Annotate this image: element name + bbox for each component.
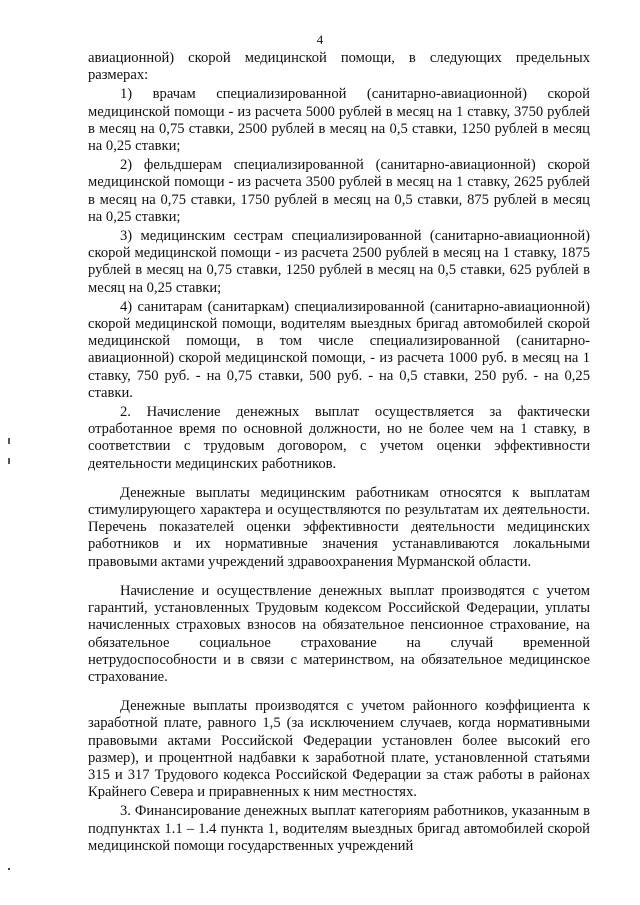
document-body	[88, 50, 590, 857]
binding-hole-mark	[8, 458, 10, 464]
paragraph-section-3: 3. Финансирование денежных выплат категориям работников, указанным в подпунктах 1.1 – 1.4 пункта 1, водителям выездных бригад автомобилей скорой медицинской помощи государственных учреждений	[88, 803, 590, 854]
paragraph-section-2: 2. Начисление денежных выплат осуществляется за фактически отработанное время по основной должности, но не более чем на 1 ставку, в соответствии с трудовым договором, с учетом оценки эффективности деятельности медицинских работников.	[88, 404, 590, 472]
paragraph-item-2-paramedics: 2) фельдшерам специализированной (санитарно-авиационной) скорой медицинской помощи - из расчета 3500 рублей в месяц на 1 ставку, 2625 рублей в месяц на 0,75 ставки, 1750 рублей в месяц на 0,5 ставки, 875 рублей в месяц на 0,25 ставки;	[88, 157, 590, 225]
paragraph-item-1-doctors: 1) врачам специализированной (санитарно-авиационной) скорой медицинской помощи - из расчета 5000 рублей в месяц на 1 ставку, 3750 рублей в месяц на 0,75 ставки, 2500 рублей в месяц на 0,5 ставки, 1250 рублей в месяц на 0,25 ставки;	[88, 86, 590, 155]
paragraph-accrual-guarantees: Начисление и осуществление денежных выплат производятся с учетом гарантий, установленных Трудовым кодексом Российской Федерации, уплаты начисленных страховых взносов на обязательное пенсионное страхование, на обязательное социальное страхование на случай временной нетрудоспособности и в связи с материнством, на обязательное медицинское страхование.	[88, 582, 590, 685]
paragraph-incentive-payments: Денежные выплаты медицинским работникам относятся к выплатам стимулирующего характера и осуществляются по результатам их деятельности. Перечень показателей оценки эффективности деятельности медицинских работников и их нормативные значения устанавливаются локальными правовыми актами учреждений здравоохранения Мурманской области.	[88, 484, 590, 570]
scan-artifact-dot	[8, 868, 10, 870]
page-number: 4	[316, 32, 324, 47]
paragraph-item-4-orderlies-drivers: 4) санитарам (санитаркам) специализированной (санитарно-авиационной) скорой медицинской помощи, водителям выездных бригад автомобилей скорой медицинской помощи, в том числе специализированной (санитарно-авиационной) скорой медицинской помощи, - из расчета 1000 руб. в месяц на 1 ставку, 750 руб. - на 0,75 ставки, 500 руб. - на 0,5 ставки, 250 руб. - на 0,25 ставки.	[88, 298, 590, 401]
paragraph-regional-coefficient: Денежные выплаты производятся с учетом районного коэффициента к заработной плате, равного 1,5 (за исключением случаев, когда нормативными правовыми актами Российской Федерации установлен более высокий его размер), и процентной надбавки к заработной плате, установленной статьями 315 и 317 Трудового кодекса Российской Федерации за стаж работы в районах Крайнего Севера и приравненных к ним местностях.	[88, 698, 590, 801]
paragraph-item-3-nurses: 3) медицинским сестрам специализированной (санитарно-авиационной) скорой медицинской помощи - из расчета 2500 рублей в месяц на 1 ставку, 1875 рублей в месяц на 0,75 ставки, 1250 рублей в месяц на 0,5 ставки, 625 рублей в месяц на 0,25 ставки;	[88, 228, 590, 296]
paragraph-continuation: авиационной) скорой медицинской помощи, в следующих предельных размерах:	[88, 50, 590, 84]
binding-hole-mark	[8, 438, 10, 444]
